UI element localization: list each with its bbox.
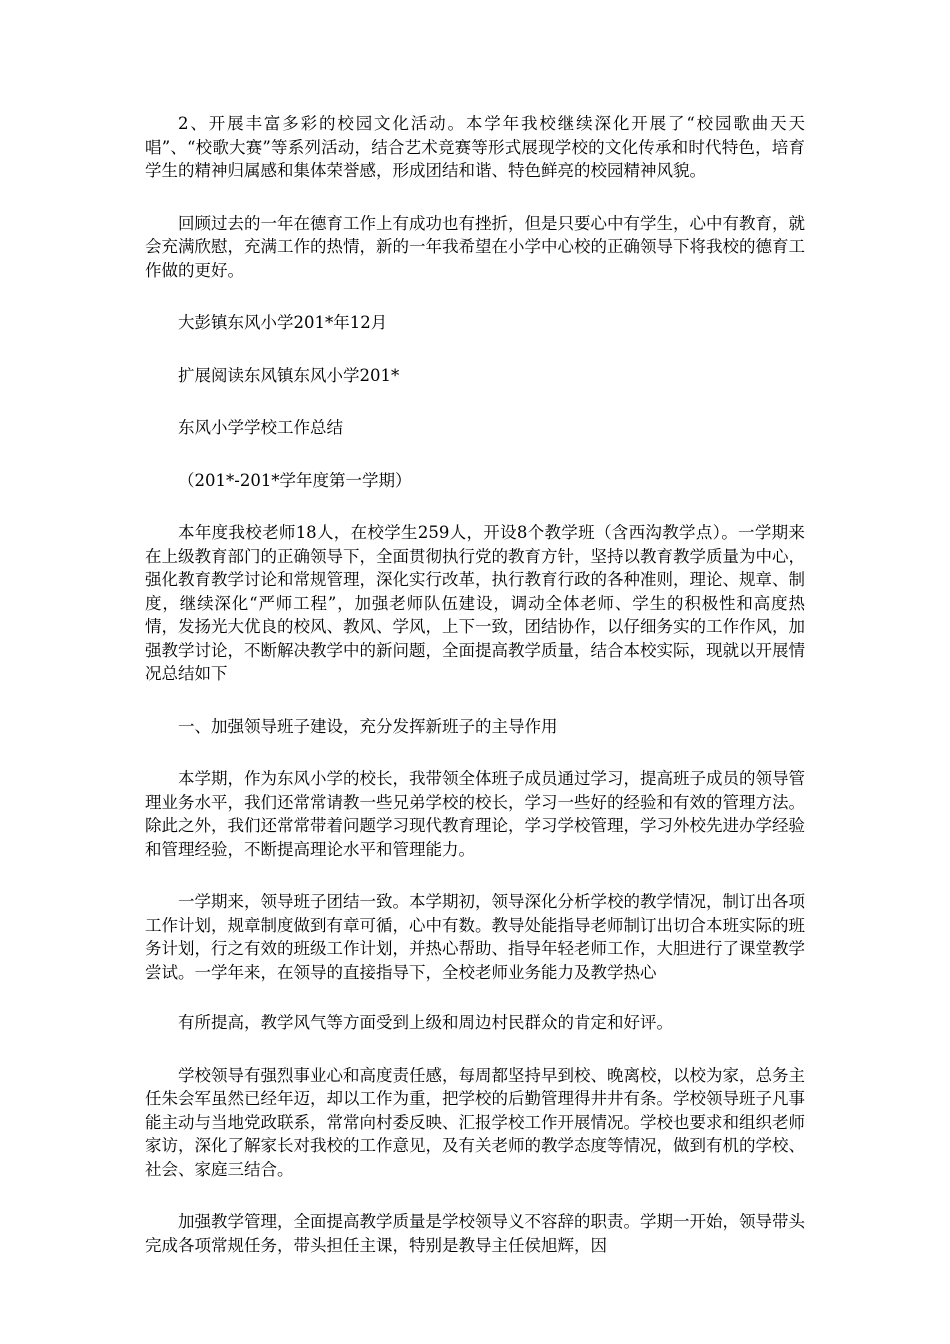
paragraph-leadership-study: 本学期，作为东风小学的校长，我带领全体班子成员通过学习，提高班子成员的领导管理业务水平，我们还常常请教一些兄弟学校的校长，学习一些好的经验和有效的管理方法。除此之外，我们还常常带着问题学习现代教育理论，学习学校管理，学习外校先进办学经验和管理经验，不断提高理论水平和管理能力。 (145, 769, 805, 859)
paragraph-responsibility: 学校领导有强烈事业心和高度责任感，每周都坚持早到校、晚离校，以校为家，总务主任朱会军虽然已经年迈，却以工作为重，把学校的后勤管理得井井有条。学校领导班子凡事能主动与当地党政联系，常常向村委反映、汇报学校工作开展情况。学校也要求和组织老师家访，深化了解家长对我校的工作意见，及有关老师的教学态度等情况，做到有机的学校、社会、家庭三结合。 (145, 1065, 805, 1179)
extended-reading: 扩展阅读东风镇东风小学201* (178, 365, 400, 385)
document-title: 东风小学学校工作总结 (178, 418, 343, 437)
paragraph-campus-culture: 2、开展丰富多彩的校园文化活动。本学年我校继续深化开展了“校园歌曲天天唱”、“校歌大赛”等系列活动，结合艺术竞赛等形式展现学校的文化传承和时代特色，培育学生的精神归属感和集体荣誉感，形成团结和谐、特色鲜亮的校园精神风貌。 (145, 114, 805, 180)
paragraph-review: 回顾过去的一年在德育工作上有成功也有挫折，但是只要心中有学生，心中有教育，就会充满欣慰，充满工作的热情，新的一年我希望在小学中心校的正确领导下将我校的德育工作做的更好。 (145, 213, 805, 280)
paragraph-leadership-unity: 一学期来，领导班子团结一致。本学期初，领导深化分析学校的教学情况，制订出各项工作计划，规章制度做到有章可循，心中有数。教导处能指导老师制订出切合本班实际的班务计划，行之有效的班级工作计划，并热心帮助、指导年轻老师工作，大胆进行了课堂教学尝试。一学年来，在领导的直接指导下，全校老师业务能力及教学热心 (145, 892, 805, 982)
section-heading-leadership: 一、加强领导班子建设，充分发挥新班子的主导作用 (178, 716, 558, 736)
paragraph-overview: 本年度我校老师18人，在校学生259人，开设8个教学班（含西沟教学点）。一学期来在上级教育部门的正确领导下，全面贯彻执行党的教育方针，坚持以教育教学质量为中心，强化教育教学讨论和常规管理，深化实行改革，执行教育行政的各种准则，理论、规章、制度，继续深化“严师工程”，加强老师队伍建设，调动全体老师、学生的积极性和高度热情，发扬光大优良的校风、教风、学风，上下一致，团结协作，以仔细务实的工作作风，加强教学讨论，不断解决教学中的新问题，全面提高教学质量，结合本校实际，现就以开展情况总结如下 (145, 523, 805, 683)
signature-date: 大彭镇东风小学201*年12月 (178, 313, 388, 332)
paragraph-improvement: 有所提高，教学风气等方面受到上级和周边村民群众的肯定和好评。 (178, 1013, 673, 1032)
paragraph-teaching-management: 加强教学管理，全面提高教学质量是学校领导义不容辞的职责。学期一开始，领导带头完成各项常规任务，带头担任主课，特别是教导主任侯旭辉，因 (145, 1212, 805, 1255)
document-page (145, 112, 805, 1286)
document-subtitle: （201*-201*学年度第一学期） (178, 470, 412, 490)
